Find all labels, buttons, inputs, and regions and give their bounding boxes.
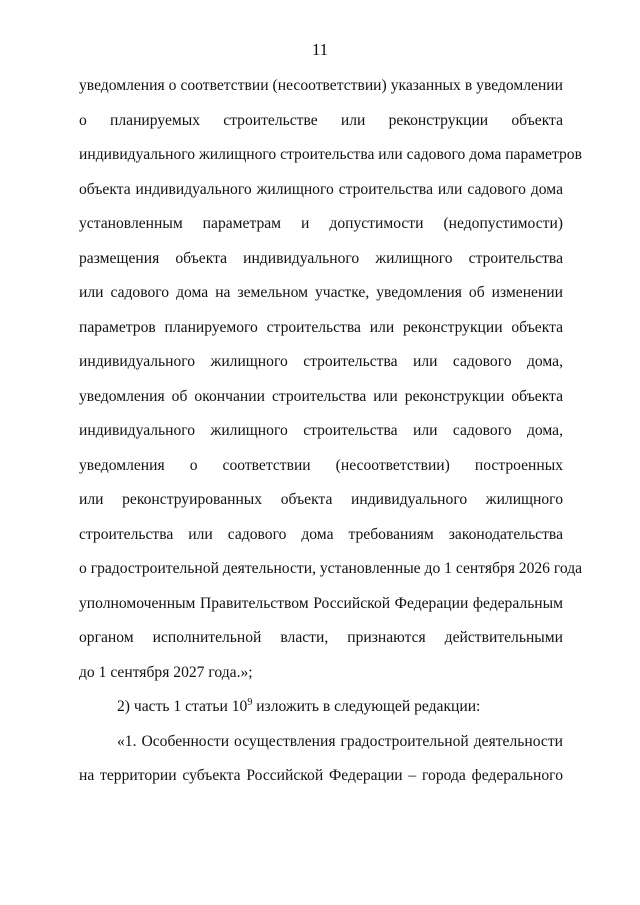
text-line: о планируемых строительстве или реконструкции объекта: [79, 111, 563, 129]
item-2-before: 2) часть 1 статьи 10: [117, 698, 248, 715]
text-line: строительства или садового дома требованиям законодательства: [79, 525, 563, 543]
text-line: размещения объекта индивидуального жилищного строительства: [79, 249, 563, 267]
quote-line: «1. Особенности осуществления градостроительной деятельности: [117, 732, 563, 750]
text-line: индивидуального жилищного строительства или садового дома параметров: [79, 146, 582, 163]
page-number: 11: [311, 40, 329, 59]
text-line: о градостроительной деятельности, установленные до 1 сентября 2026 года: [79, 560, 583, 577]
text-line: или реконструированных объекта индивидуального жилищного: [79, 491, 563, 508]
text-line: уведомления о соответствии (несоответствии) указанных в уведомлении: [79, 77, 563, 94]
text-line: уполномоченным Правительством Российской Федерации федеральным: [79, 594, 563, 612]
text-line: параметров планируемого строительства или реконструкции объекта: [79, 318, 563, 336]
item-2-superscript: 9: [247, 696, 253, 708]
text-line: органом исполнительной власти, признаются действительными: [79, 629, 563, 646]
item-2-line: [79, 697, 563, 732]
body-text: [79, 76, 583, 801]
text-line: установленным параметрам и допустимости (недопустимости): [79, 215, 563, 232]
text-line: до 1 сентября 2027 года.»;: [79, 663, 253, 681]
text-line: уведомления об окончании строительства или реконструкции объекта: [79, 387, 563, 405]
text-line: индивидуального жилищного строительства или садового дома,: [79, 353, 563, 370]
text-line: или садового дома на земельном участке, уведомления об изменении: [79, 284, 563, 301]
quote-line: на территории субъекта Российской Федерации – города федерального: [79, 767, 563, 784]
text-line: объекта индивидуального жилищного строительства или садового дома: [79, 180, 563, 198]
text-line: индивидуального жилищного строительства или садового дома,: [79, 422, 563, 439]
item-2-after: изложить в следующей редакции:: [252, 698, 481, 715]
text-line: уведомления о соответствии (несоответствии) построенных: [79, 456, 563, 474]
